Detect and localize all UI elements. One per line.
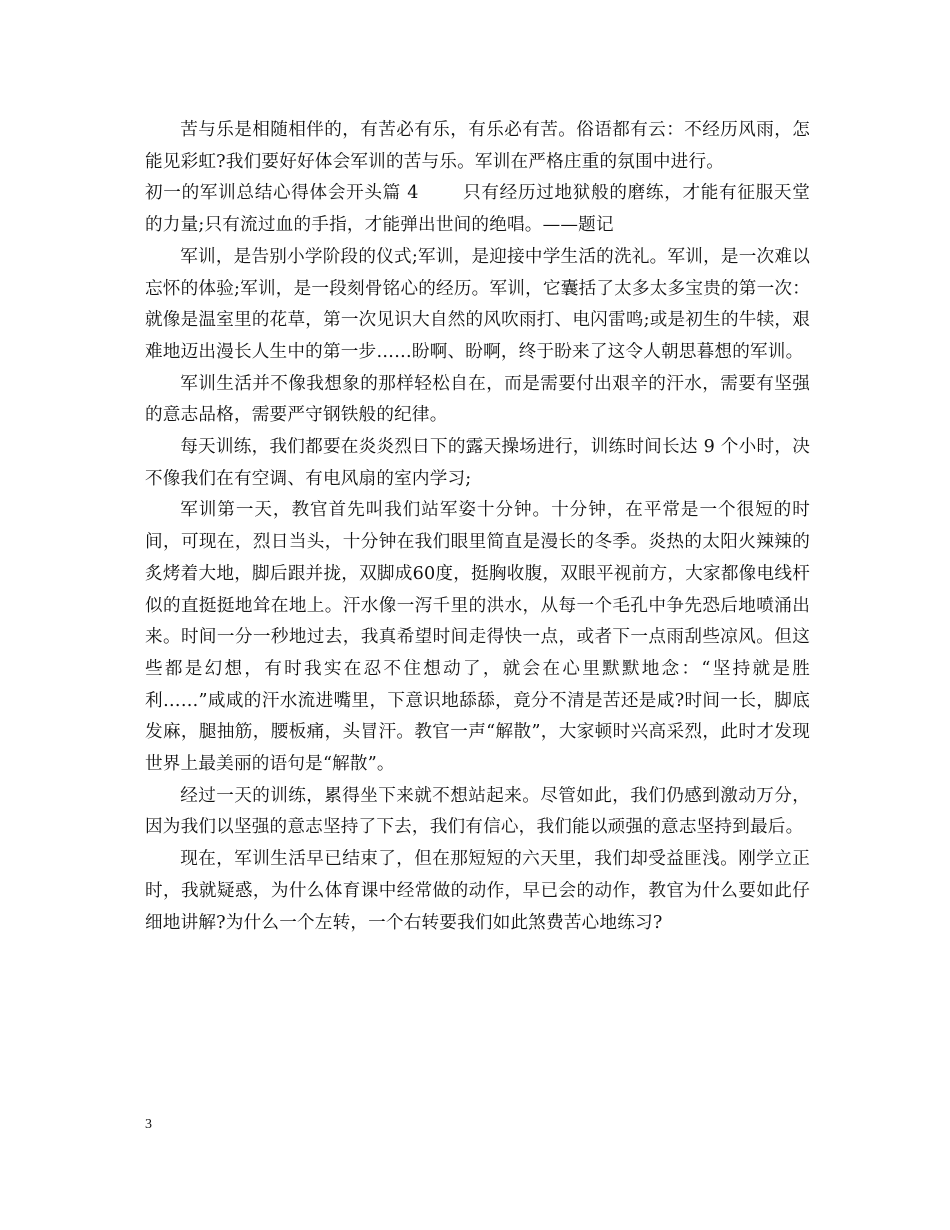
section-heading-line [145, 178, 810, 241]
paragraph: 现在，军训生活早已结束了，但在那短短的六天里，我们却受益匪浅。刚学立正时，我就疑惑，为什么体育课中经常做的动作，早已会的动作，教官为什么要如此仔细地讲解?为什么一个左转，一个右转要我们如此煞费苦心地练习? [145, 849, 810, 933]
paragraph: 军训生活并不像我想象的那样轻松自在，而是需要付出艰辛的汗水，需要有坚强的意志品格，需要严守钢铁般的纪律。 [145, 373, 810, 426]
document-body [145, 115, 810, 939]
paragraph: 经过一天的训练，累得坐下来就不想站起来。尽管如此，我们仍感到激动万分，因为我们以坚强的意志坚持了下去，我们有信心，我们能以顽强的意志坚持到最后。 [145, 785, 810, 838]
epigraph-text: 只有经历过地狱般的磨练，才能有征服天堂的力量;只有流过血的手指，才能弹出世间的绝唱。——题记 [145, 183, 810, 236]
page-number: 3 [145, 1117, 152, 1132]
paragraph: 每天训练，我们都要在炎炎烈日下的露天操场进行，训练时间长达 9 个小时，决不像我们在有空调、有电风扇的室内学习; [145, 437, 810, 489]
paragraph: 苦与乐是相随相伴的，有苦必有乐，有乐必有苦。俗语都有云：不经历风雨，怎能见彩虹?我们要好好体会军训的苦与乐。军训在严格庄重的氛围中进行。 [145, 120, 810, 172]
paragraph: 军训第一天，教官首先叫我们站军姿十分钟。十分钟，在平常是一个很短的时间，可现在，烈日当头，十分钟在我们眼里简直是漫长的冬季。炎热的太阳火辣辣的炙烤着大地，脚后跟并拢，双脚成60度，挺胸收腹，双眼平视前方，大家都像电线杆似的直挺挺地耸在地上。汗水像一泻千里的洪水，从每一个毛孔中争先恐后地喷涌出来。时间一分一秒地过去，我真希望时间走得快一点，或者下一点雨刮些凉风。但这些都是幻想，有时我实在忍不住想动了，就会在心里默默地念：“坚持就是胜利……”咸咸的汗水流进嘴里，下意识地舔舔，竟分不清是苦还是咸?时间一长，脚底发麻，腿抽筋，腰板痛，头冒汗。教官一声“解散”，大家顿时兴高采烈，此时才发现世界上最美丽的语句是“解散”。 [145, 500, 810, 775]
paragraph: 军训，是告别小学阶段的仪式;军训，是迎接中学生活的洗礼。军训，是一次难以忘怀的体验;军训，是一段刻骨铭心的经历。军训，它囊括了太多太多宝贵的第一次：就像是温室里的花草，第一次见识大自然的风吹雨打、电闪雷鸣;或是初生的牛犊，艰难地迈出漫长人生中的第一步……盼啊、盼啊，终于盼来了这令人朝思暮想的军训。 [145, 246, 810, 362]
section-title: 初一的军训总结心得体会开头篇 4 [145, 183, 419, 204]
